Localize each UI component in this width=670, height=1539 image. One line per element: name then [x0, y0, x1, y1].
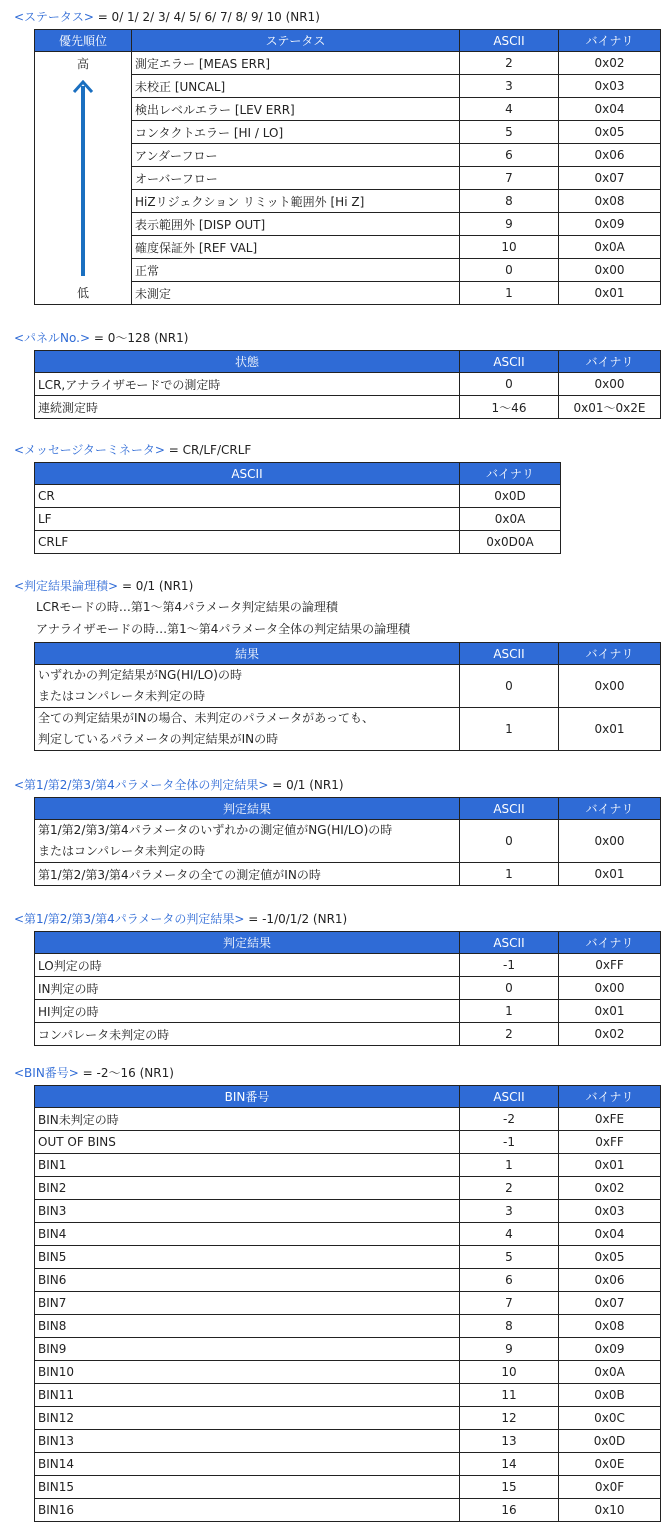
- logical-binary: 0x01: [559, 708, 661, 751]
- bin-label: BIN12: [35, 1407, 460, 1430]
- panel-heading-keyword: <パネルNo.>: [14, 331, 91, 345]
- bin-label: BIN13: [35, 1430, 460, 1453]
- bin-row: [35, 1131, 661, 1154]
- bin-row: [35, 1407, 661, 1430]
- panel-heading: [14, 329, 188, 347]
- panel-row: [35, 373, 661, 396]
- bin-header-row: [35, 1086, 661, 1108]
- bin-ascii: -2: [460, 1108, 559, 1131]
- overall-label: 第1/第2/第3/第4パラメータの全ての測定値がINの時: [35, 863, 460, 886]
- param-ascii: 1: [460, 1000, 559, 1023]
- bin-label: BIN4: [35, 1223, 460, 1246]
- bin-header-number: BIN番号: [35, 1086, 460, 1108]
- bin-ascii: 3: [460, 1200, 559, 1223]
- param-heading-range: = -1/0/1/2 (NR1): [244, 912, 348, 926]
- panel-label: 連続測定時: [35, 396, 460, 419]
- terminator-header-binary: バイナリ: [460, 463, 561, 485]
- terminator-binary: 0x0D0A: [460, 531, 561, 554]
- bin-label: BIN10: [35, 1361, 460, 1384]
- bin-row: [35, 1384, 661, 1407]
- status-header-ascii: ASCII: [460, 30, 559, 52]
- bin-row: [35, 1269, 661, 1292]
- panel-binary: 0x01～0x2E: [559, 396, 661, 419]
- status-header-status: ステータス: [132, 30, 460, 52]
- bin-label: OUT OF BINS: [35, 1131, 460, 1154]
- panel-binary: 0x00: [559, 373, 661, 396]
- status-ascii: 3: [460, 75, 559, 98]
- bin-row: [35, 1200, 661, 1223]
- bin-ascii: 15: [460, 1476, 559, 1499]
- bin-ascii: 14: [460, 1453, 559, 1476]
- panel-row: [35, 396, 661, 419]
- bin-label: BIN15: [35, 1476, 460, 1499]
- bin-label: BIN14: [35, 1453, 460, 1476]
- status-label: コンタクトエラー [HI / LO]: [132, 121, 460, 144]
- param-binary: 0x01: [559, 1000, 661, 1023]
- bin-binary: 0x02: [559, 1177, 661, 1200]
- status-label: 未校正 [UNCAL]: [132, 75, 460, 98]
- overall-heading-keyword: <第1/第2/第3/第4パラメータ全体の判定結果>: [14, 778, 269, 792]
- logical-heading-range: = 0/1 (NR1): [118, 579, 194, 593]
- bin-ascii: 16: [460, 1499, 559, 1522]
- bin-binary: 0x03: [559, 1200, 661, 1223]
- terminator-binary: 0x0A: [460, 508, 561, 531]
- status-label: 確度保証外 [REF VAL]: [132, 236, 460, 259]
- terminator-label: CR: [35, 485, 460, 508]
- param-label: HI判定の時: [35, 1000, 460, 1023]
- status-row: [35, 52, 661, 75]
- status-ascii: 10: [460, 236, 559, 259]
- param-label: IN判定の時: [35, 977, 460, 1000]
- status-ascii: 8: [460, 190, 559, 213]
- bin-ascii: 5: [460, 1246, 559, 1269]
- overall-heading-range: = 0/1 (NR1): [268, 778, 344, 792]
- terminator-table: [34, 462, 561, 554]
- panel-header-binary: バイナリ: [559, 351, 661, 373]
- bin-row: [35, 1430, 661, 1453]
- bin-binary: 0x05: [559, 1246, 661, 1269]
- bin-binary: 0x10: [559, 1499, 661, 1522]
- terminator-heading-range: = CR/LF/CRLF: [164, 443, 252, 457]
- overall-ascii: 0: [460, 820, 559, 863]
- status-binary: 0x07: [559, 167, 661, 190]
- bin-binary: 0x0B: [559, 1384, 661, 1407]
- bin-ascii: -1: [460, 1131, 559, 1154]
- bin-ascii: 1: [460, 1154, 559, 1177]
- panel-header-state: 状態: [35, 351, 460, 373]
- priority-up-arrow-icon: [73, 80, 93, 280]
- terminator-binary: 0x0D: [460, 485, 561, 508]
- priority-indicator: [35, 52, 131, 304]
- bin-binary: 0x0D: [559, 1430, 661, 1453]
- panel-ascii: 1～46: [460, 396, 559, 419]
- logical-label-line1: いずれかの判定結果がNG(HI/LO)の時: [38, 668, 242, 682]
- bin-label: BIN7: [35, 1292, 460, 1315]
- status-heading-keyword: <ステータス>: [14, 10, 94, 24]
- param-binary: 0x02: [559, 1023, 661, 1046]
- param-header-result: 判定結果: [35, 932, 460, 954]
- bin-ascii: 2: [460, 1177, 559, 1200]
- bin-label: BIN3: [35, 1200, 460, 1223]
- bin-binary: 0x0F: [559, 1476, 661, 1499]
- param-ascii: 0: [460, 977, 559, 1000]
- logical-binary: 0x00: [559, 665, 661, 708]
- bin-label: BIN未判定の時: [35, 1108, 460, 1131]
- priority-column: [35, 52, 132, 305]
- logical-header-result: 結果: [35, 643, 460, 665]
- status-ascii: 4: [460, 98, 559, 121]
- panel-header-ascii: ASCII: [460, 351, 559, 373]
- terminator-header-ascii: ASCII: [35, 463, 460, 485]
- priority-high-label: 高: [76, 57, 89, 71]
- overall-table: [34, 797, 661, 886]
- bin-binary: 0x04: [559, 1223, 661, 1246]
- bin-binary: 0x0C: [559, 1407, 661, 1430]
- bin-binary: 0x08: [559, 1315, 661, 1338]
- bin-heading-range: = -2～16 (NR1): [78, 1066, 174, 1080]
- overall-binary: 0x00: [559, 820, 661, 863]
- bin-ascii: 7: [460, 1292, 559, 1315]
- status-header-priority: 優先順位: [35, 30, 132, 52]
- panel-heading-range: = 0～128 (NR1): [90, 331, 189, 345]
- terminator-row: [35, 508, 561, 531]
- logical-row: [35, 708, 661, 751]
- param-row: [35, 954, 661, 977]
- param-row: [35, 1023, 661, 1046]
- bin-label: BIN5: [35, 1246, 460, 1269]
- status-binary: 0x04: [559, 98, 661, 121]
- status-binary: 0x01: [559, 282, 661, 305]
- status-binary: 0x03: [559, 75, 661, 98]
- bin-label: BIN16: [35, 1499, 460, 1522]
- status-label: 未測定: [132, 282, 460, 305]
- overall-ascii: 1: [460, 863, 559, 886]
- bin-binary: 0x0E: [559, 1453, 661, 1476]
- status-heading: [14, 8, 320, 26]
- bin-row: [35, 1499, 661, 1522]
- status-label: 測定エラー [MEAS ERR]: [132, 52, 460, 75]
- bin-row: [35, 1177, 661, 1200]
- logical-header-ascii: ASCII: [460, 643, 559, 665]
- overall-label-line1: 第1/第2/第3/第4パラメータのいずれかの測定値がNG(HI/LO)の時: [38, 823, 393, 837]
- logical-label: [35, 708, 460, 751]
- status-heading-range: = 0/ 1/ 2/ 3/ 4/ 5/ 6/ 7/ 8/ 9/ 10 (NR1): [93, 10, 320, 24]
- bin-table: [34, 1085, 661, 1522]
- bin-binary: 0x01: [559, 1154, 661, 1177]
- overall-heading: [14, 776, 344, 794]
- logical-ascii: 0: [460, 665, 559, 708]
- logical-label-line2: 判定しているパラメータの判定結果がINの時: [38, 732, 279, 746]
- logical-header-row: [35, 643, 661, 665]
- overall-header-ascii: ASCII: [460, 798, 559, 820]
- status-header-binary: バイナリ: [559, 30, 661, 52]
- panel-header-row: [35, 351, 661, 373]
- bin-row: [35, 1338, 661, 1361]
- status-binary: 0x05: [559, 121, 661, 144]
- bin-row: [35, 1154, 661, 1177]
- status-table: [34, 29, 661, 305]
- param-row: [35, 977, 661, 1000]
- bin-row: [35, 1108, 661, 1131]
- status-ascii: 7: [460, 167, 559, 190]
- param-table: [34, 931, 661, 1046]
- panel-label: LCR,アナライザモードでの測定時: [35, 373, 460, 396]
- bin-header-ascii: ASCII: [460, 1086, 559, 1108]
- status-label: 正常: [132, 259, 460, 282]
- bin-binary: 0x07: [559, 1292, 661, 1315]
- bin-row: [35, 1361, 661, 1384]
- bin-ascii: 12: [460, 1407, 559, 1430]
- status-binary: 0x09: [559, 213, 661, 236]
- logical-note-lcr: LCRモードの時…第1～第4パラメータ判定結果の論理積: [36, 600, 338, 614]
- bin-label: BIN11: [35, 1384, 460, 1407]
- terminator-row: [35, 531, 561, 554]
- status-header-row: [35, 30, 661, 52]
- status-ascii: 0: [460, 259, 559, 282]
- bin-row: [35, 1476, 661, 1499]
- bin-ascii: 11: [460, 1384, 559, 1407]
- status-ascii: 2: [460, 52, 559, 75]
- status-binary: 0x0A: [559, 236, 661, 259]
- bin-label: BIN8: [35, 1315, 460, 1338]
- terminator-label: CRLF: [35, 531, 460, 554]
- status-label: 表示範囲外 [DISP OUT]: [132, 213, 460, 236]
- bin-binary: 0x06: [559, 1269, 661, 1292]
- bin-ascii: 6: [460, 1269, 559, 1292]
- param-heading: [14, 910, 347, 928]
- param-label: LO判定の時: [35, 954, 460, 977]
- overall-header-binary: バイナリ: [559, 798, 661, 820]
- status-ascii: 9: [460, 213, 559, 236]
- param-label: コンパレータ未判定の時: [35, 1023, 460, 1046]
- param-heading-keyword: <第1/第2/第3/第4パラメータの判定結果>: [14, 912, 245, 926]
- logical-row: [35, 665, 661, 708]
- bin-ascii: 4: [460, 1223, 559, 1246]
- bin-ascii: 10: [460, 1361, 559, 1384]
- status-label: オーバーフロー: [132, 167, 460, 190]
- overall-header-result: 判定結果: [35, 798, 460, 820]
- param-header-ascii: ASCII: [460, 932, 559, 954]
- logical-table: [34, 642, 661, 751]
- bin-binary: 0xFF: [559, 1131, 661, 1154]
- param-row: [35, 1000, 661, 1023]
- terminator-heading: [14, 441, 251, 459]
- bin-row: [35, 1292, 661, 1315]
- terminator-row: [35, 485, 561, 508]
- logical-label: [35, 665, 460, 708]
- terminator-label: LF: [35, 508, 460, 531]
- logical-heading-keyword: <判定結果論理積>: [14, 579, 119, 593]
- param-binary: 0x00: [559, 977, 661, 1000]
- status-binary: 0x00: [559, 259, 661, 282]
- status-ascii: 6: [460, 144, 559, 167]
- bin-binary: 0xFE: [559, 1108, 661, 1131]
- status-binary: 0x02: [559, 52, 661, 75]
- bin-heading-keyword: <BIN番号>: [14, 1066, 79, 1080]
- panel-table: [34, 350, 661, 419]
- logical-note-analyzer: アナライザモードの時…第1～第4パラメータ全体の判定結果の論理積: [36, 622, 411, 636]
- param-ascii: 2: [460, 1023, 559, 1046]
- bin-row: [35, 1453, 661, 1476]
- terminator-header-row: [35, 463, 561, 485]
- param-header-row: [35, 932, 661, 954]
- overall-label-line2: またはコンパレータ未判定の時: [38, 844, 206, 858]
- bin-label: BIN1: [35, 1154, 460, 1177]
- bin-row: [35, 1223, 661, 1246]
- status-binary: 0x08: [559, 190, 661, 213]
- logical-ascii: 1: [460, 708, 559, 751]
- bin-header-binary: バイナリ: [559, 1086, 661, 1108]
- logical-label-line2: またはコンパレータ未判定の時: [38, 689, 206, 703]
- overall-row: [35, 820, 661, 863]
- status-label: 検出レベルエラー [LEV ERR]: [132, 98, 460, 121]
- status-ascii: 5: [460, 121, 559, 144]
- panel-ascii: 0: [460, 373, 559, 396]
- status-label: アンダーフロー: [132, 144, 460, 167]
- bin-label: BIN2: [35, 1177, 460, 1200]
- logical-heading: [14, 577, 193, 595]
- overall-row: [35, 863, 661, 886]
- bin-label: BIN9: [35, 1338, 460, 1361]
- bin-row: [35, 1315, 661, 1338]
- param-ascii: -1: [460, 954, 559, 977]
- overall-binary: 0x01: [559, 863, 661, 886]
- status-binary: 0x06: [559, 144, 661, 167]
- overall-label: [35, 820, 460, 863]
- bin-row: [35, 1246, 661, 1269]
- priority-low-label: 低: [76, 286, 89, 300]
- param-binary: 0xFF: [559, 954, 661, 977]
- terminator-heading-keyword: <メッセージターミネータ>: [14, 443, 165, 457]
- bin-label: BIN6: [35, 1269, 460, 1292]
- logical-header-binary: バイナリ: [559, 643, 661, 665]
- overall-header-row: [35, 798, 661, 820]
- bin-ascii: 8: [460, 1315, 559, 1338]
- bin-binary: 0x09: [559, 1338, 661, 1361]
- bin-heading: [14, 1064, 174, 1082]
- status-label: HiZリジェクション リミット範囲外 [Hi Z]: [132, 190, 460, 213]
- bin-ascii: 9: [460, 1338, 559, 1361]
- status-ascii: 1: [460, 282, 559, 305]
- logical-label-line1: 全ての判定結果がINの場合、未判定のパラメータがあっても、: [38, 711, 375, 725]
- bin-binary: 0x0A: [559, 1361, 661, 1384]
- param-header-binary: バイナリ: [559, 932, 661, 954]
- bin-ascii: 13: [460, 1430, 559, 1453]
